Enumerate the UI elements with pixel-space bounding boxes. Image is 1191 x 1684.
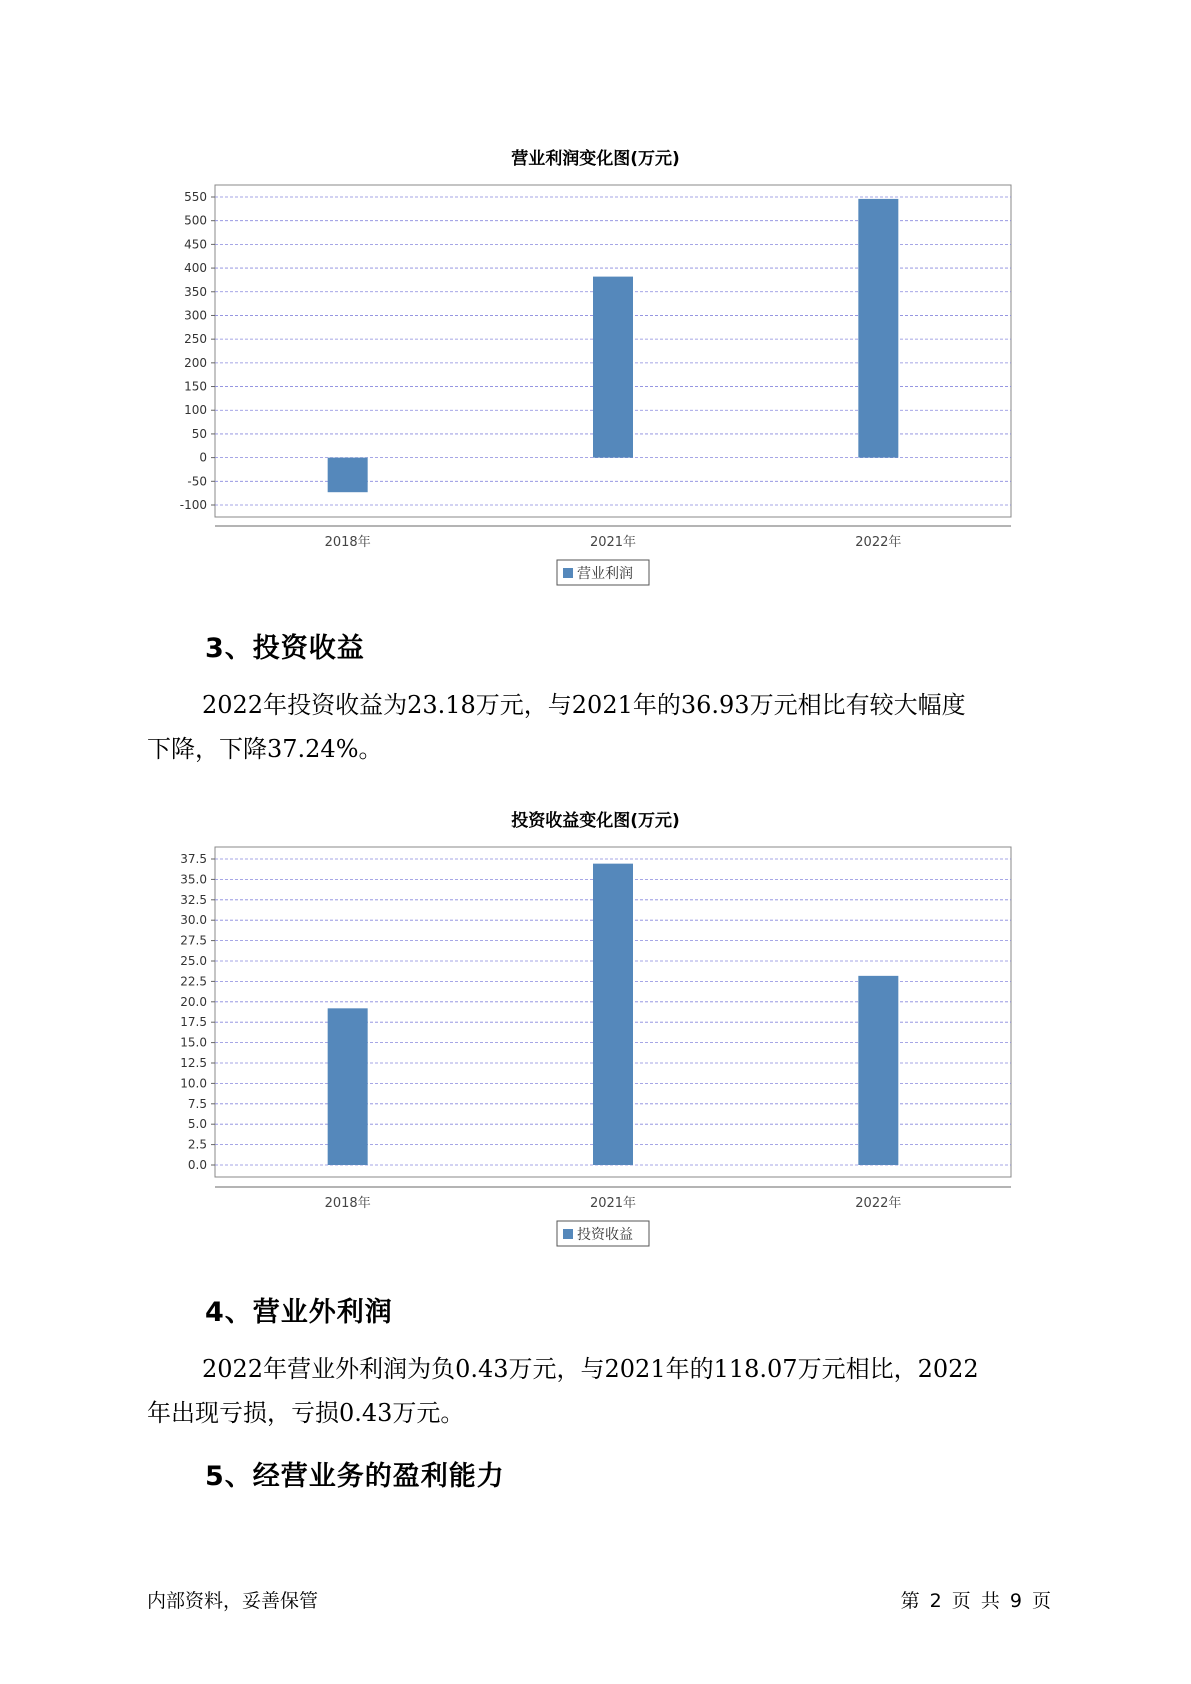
section4-paragraph [147,1347,1047,1435]
y-tick-label: 0.0 [187,1158,207,1172]
y-tick-label: -50 [187,474,207,489]
y-tick-label: 50 [191,426,207,441]
chart1-title: 营业利润变化图(万元) [511,149,680,169]
x-category-label: 2021年 [589,535,637,550]
y-tick-label: 7.5 [187,1096,207,1111]
legend-label: 投资收益 [577,1227,633,1243]
y-tick-label: 200 [184,355,207,370]
y-tick-label: 5.0 [187,1117,207,1132]
y-tick-label: 20.0 [180,994,207,1009]
y-tick-label: 0 [199,450,207,465]
section5-heading: 5、经营业务的盈利能力 [205,1461,505,1492]
y-tick-label: 17.5 [180,1015,207,1030]
y-tick-label: 10.0 [180,1076,207,1091]
bar-2 [858,976,898,1165]
section4-heading: 4、营业外利润 [205,1297,393,1328]
y-tick-label: 32.5 [180,892,207,907]
section4-line1: 2022年营业外利润为负0.43万元，与2021年的118.07万元相比，2022 [202,1355,979,1383]
bar-0 [328,1008,368,1165]
y-tick-label: 15.0 [180,1035,207,1050]
y-tick-label: 500 [184,213,207,228]
y-tick-label: 300 [184,308,207,323]
y-tick-label: 37.5 [180,852,207,866]
chart2-title: 投资收益变化图(万元) [511,811,680,831]
bar-1 [593,864,633,1165]
y-tick-label: -100 [179,498,207,512]
footer-page-number: 第 2 页 共 9 页 [900,1590,1051,1612]
y-tick-label: 350 [184,284,207,299]
x-category-label: 2018年 [324,535,371,550]
y-tick-label: 22.5 [180,974,207,989]
y-tick-label: 450 [184,237,207,252]
y-tick-label: 35.0 [180,872,207,887]
legend-label: 营业利润 [577,566,633,582]
x-category-label: 2018年 [324,1196,371,1211]
footer-confidential-note: 内部资料，妥善保管 [147,1590,319,1612]
y-tick-label: 550 [184,190,207,204]
section3-line1: 2022年投资收益为23.18万元，与2021年的36.93万元相比有较大幅度 [202,691,966,719]
y-tick-label: 100 [184,403,207,418]
y-tick-label: 400 [184,261,207,276]
x-category-label: 2021年 [589,1196,637,1211]
x-category-label: 2022年 [855,1196,902,1211]
y-tick-label: 12.5 [180,1056,207,1070]
x-category-label: 2022年 [855,535,902,550]
section4-line2: 年出现亏损，亏损0.43万元。 [147,1399,465,1427]
y-tick-label: 27.5 [180,933,207,948]
y-tick-label: 150 [184,379,207,394]
y-tick-label: 25.0 [180,954,207,968]
legend-swatch [563,1229,573,1239]
y-tick-label: 2.5 [187,1137,207,1152]
y-tick-label: 250 [184,332,207,347]
y-tick-label: 30.0 [180,913,207,928]
section3-line2: 下降，下降37.24%。 [147,735,383,763]
section3-heading: 3、投资收益 [205,633,365,664]
